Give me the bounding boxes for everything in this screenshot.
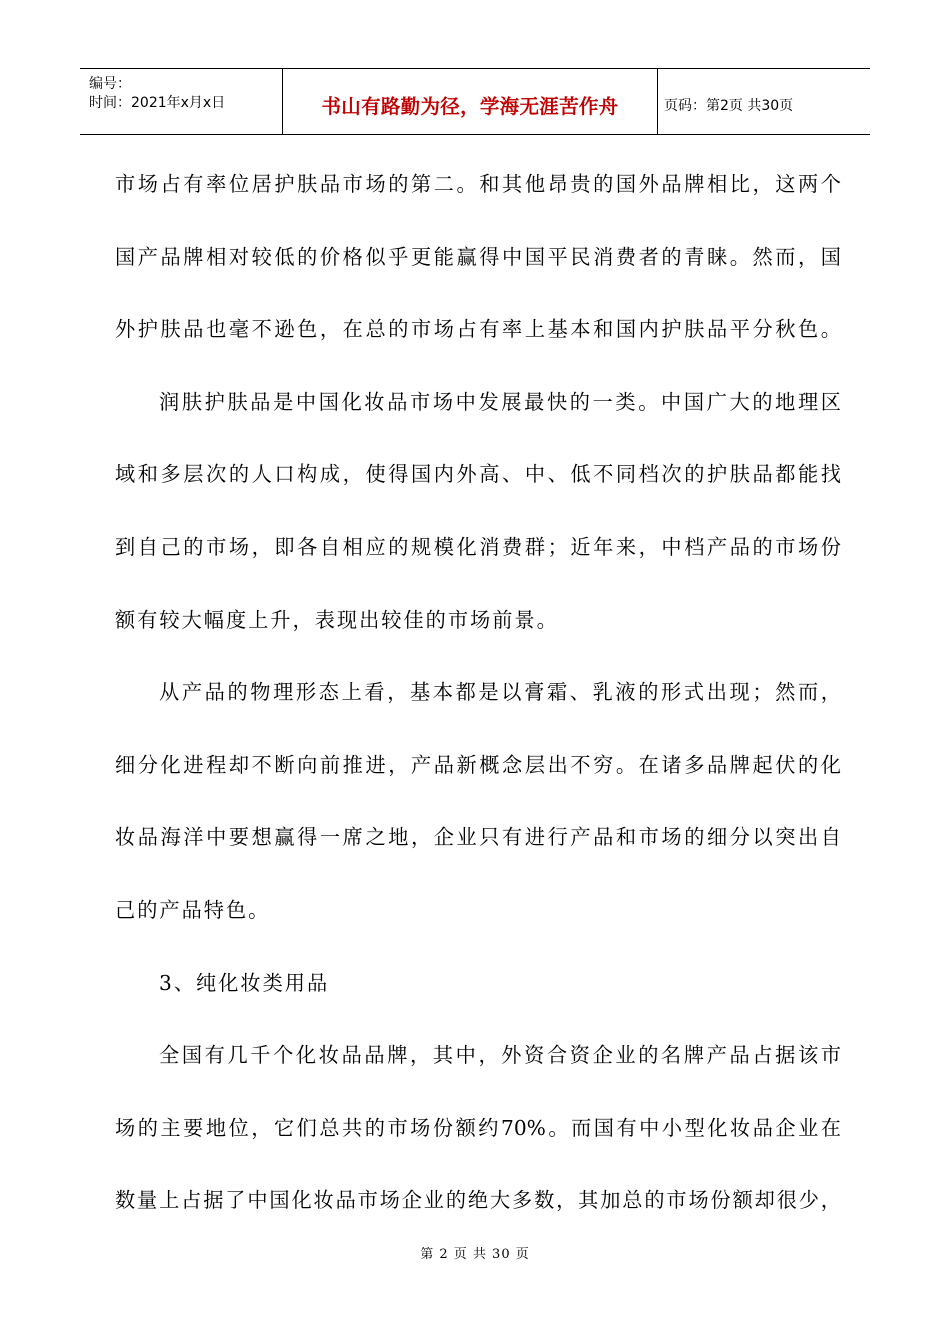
header-page-info-cell bbox=[658, 69, 870, 134]
text-line: 从产品的物理形态上看，基本都是以膏霜、乳液的形式出现；然而， bbox=[159, 680, 841, 705]
document-number-label: 编号： bbox=[89, 76, 131, 92]
text-line: 数量上占据了中国化妆品市场企业的绝大多数，其加总的市场份额却很少， bbox=[115, 1188, 841, 1213]
text-line: 妆品海洋中要想赢得一席之地，企业只有进行产品和市场的细分以突出自 bbox=[115, 825, 841, 850]
document-time-label: 时间：2021年x月x日 bbox=[89, 95, 226, 111]
header-motto-cell bbox=[283, 69, 658, 134]
text-line: 润肤护肤品是中国化妆品市场中发展最快的一类。中国广大的地理区 bbox=[159, 389, 841, 414]
text-line: 到自己的市场，即各自相应的规模化消费群；近年来，中档产品的市场份 bbox=[115, 534, 841, 559]
text-line: 外护肤品也毫不逊色，在总的市场占有率上基本和国内护肤品平分秋色。 bbox=[115, 317, 841, 342]
header-motto: 书山有路勤为径，学海无涯苦作舟 bbox=[321, 94, 619, 118]
text-line: 己的产品特色。 bbox=[115, 897, 271, 922]
text-line: 额有较大幅度上升，表现出较佳的市场前景。 bbox=[115, 607, 559, 632]
text-line: 市场占有率位居护肤品市场的第二。和其他昂贵的国外品牌相比，这两个 bbox=[115, 172, 841, 196]
text-line: 场的主要地位，它们总共的市场份额约70%。而国有中小型化妆品企业在 bbox=[115, 1115, 841, 1140]
page-footer: 第 2 页 共 30 页 bbox=[420, 1247, 530, 1262]
text-line: 国产品牌相对较低的价格似乎更能赢得中国平民消费者的青睐。然而，国 bbox=[115, 244, 841, 269]
text-line: 域和多层次的人口构成，使得国内外高、中、低不同档次的护肤品都能找 bbox=[115, 462, 841, 487]
section-heading: 3、纯化妆类用品 bbox=[159, 970, 330, 995]
text-line: 全国有几千个化妆品品牌，其中，外资合资企业的名牌产品占据该市 bbox=[159, 1043, 841, 1068]
page-header bbox=[80, 68, 870, 135]
document-body bbox=[115, 152, 841, 1241]
header-page-info: 页码：第2页 共30页 bbox=[664, 97, 794, 114]
text-line: 细分化进程却不断向前推进，产品新概念层出不穷。在诸多品牌起伏的化 bbox=[115, 752, 841, 777]
header-meta bbox=[80, 69, 283, 134]
